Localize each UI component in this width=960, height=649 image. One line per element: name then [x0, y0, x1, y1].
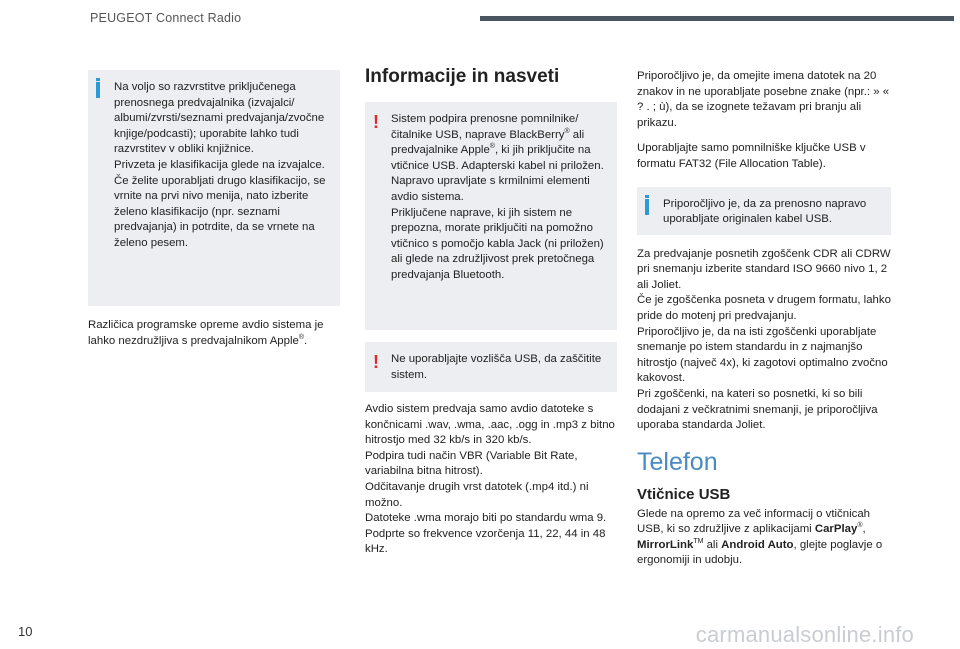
info-note-box	[88, 70, 340, 306]
warning-box-2	[365, 342, 617, 392]
compatibility-paragraph: Različica programske opreme avdio sistema je lahko nezdružljiva s predvajalnikom Apple®.	[88, 319, 324, 347]
info-bar-icon	[645, 199, 649, 215]
warning-box-1	[365, 102, 617, 330]
subsection-title-usb: Vtičnice USB	[637, 485, 731, 503]
filename-paragraph: Priporočljivo je, da omejite imena datotek na 20 znakov in ne uporabljate posebne znake (npr.: » « ? . ; ù), da se izognete težavam pri branju ali prikazu.	[637, 70, 890, 129]
exclamation-icon: !	[373, 352, 379, 372]
column-1	[88, 70, 340, 349]
section-heading-info: Informacije in nasveti	[365, 66, 560, 87]
cable-note-text: Priporočljivo je, da za prenosno napravo uporabljate originalen kabel USB.	[663, 197, 867, 226]
warning-text-2: Ne uporabljajte vozlišča USB, da zaščitite sistem.	[391, 353, 602, 381]
column-2	[365, 66, 617, 558]
audio-format-paragraph: Avdio sistem predvaja samo avdio datoteke s končnicami .wav, .wma, .aac, .ogg in .mp3 z bitno hitrostjo med 32 kb/s in 320 kb/s. Podpira tudi način VBR (Variable Bit Rate, variabilna bitna hitrost). Odčitavanje drugih vrst datotek (.mp4 itd.) ni možno. Datoteke .wma morajo biti po standardu wma 9. Podprte so frekvence vzorčenja 11, 22, 44 in 48 kHz.	[365, 403, 615, 556]
column-3	[637, 69, 891, 569]
watermark: carmanualsonline.info	[695, 622, 914, 647]
page-number: 10	[18, 624, 33, 639]
info-note-text: Na voljo so razvrstitve priključenega prenosnega predvajalnika (izvajalci/ albumi/zvrsti/seznami predvajanja/zvočne knjige/podcasti); uporabite lahko tudi razvrstitev v obliki knjižnice. Privzeta je klasifikacija glede na izvajalce. Če želite uporabljati drugo klasifikacijo, se vrnite na prvi nivo menija, nato izberite želeno klasifikacijo (npr. seznami predvajanja) in potrdite, da se vrnete na želeno pesem.	[114, 81, 326, 249]
running-header-title: PEUGEOT Connect Radio	[90, 11, 242, 25]
section-title-telefon: Telefon	[637, 447, 718, 476]
info-note-box-cable	[637, 187, 891, 235]
cd-paragraph: Za predvajanje posnetih zgoščenk CDR ali CDRW pri snemanju izberite standard ISO 9660 nivo 1, 2 ali Joliet. Če je zgoščenka posneta v drugem formatu, lahko pride do motenj pri predvajanju. Priporočljivo je, da na isti zgoščenki uporabljate snemanje po istem standardu in z najmanjšo hitrostjo (največ 4x), ki zagotovi optimalno zvočno kakovost. Pri zgoščenki, na kateri so posnetki, ki so bili dodajani z večkratnimi snemanji, je priporočljiva uporaba standarda Joliet.	[637, 247, 891, 432]
warning-text-1: Sistem podpira prenosne pomnilnike/ čitalnike USB, naprave BlackBerry® ali predvajalnike Apple®, ki jih priključite na vtičnice USB. Adapterski kabel ni priložen. Napravo upravljate s krmilnimi elementi avdio sistema. Priključene naprave, ki jih sistem ne prepozna, morate priključiti na pomožno vtičnico s pomočjo kabla Jack (ni priložen) ali glede na združljivost prek pretočnega predvajanja Bluetooth.	[391, 113, 604, 281]
header-bar	[480, 16, 954, 21]
usb-apps-paragraph: Glede na opremo za več informacij o vtičnicah USB, ki so združljive z aplikacijami CarPlay®, MirrorLink™ ali Android Auto, glejte poglavje o ergonomiji in udobju.	[637, 507, 883, 567]
info-bar-icon	[96, 82, 100, 98]
fat32-paragraph: Uporabljajte samo pomnilniške ključke USB v formatu FAT32 (File Allocation Table).	[637, 142, 866, 170]
exclamation-icon: !	[373, 112, 379, 132]
